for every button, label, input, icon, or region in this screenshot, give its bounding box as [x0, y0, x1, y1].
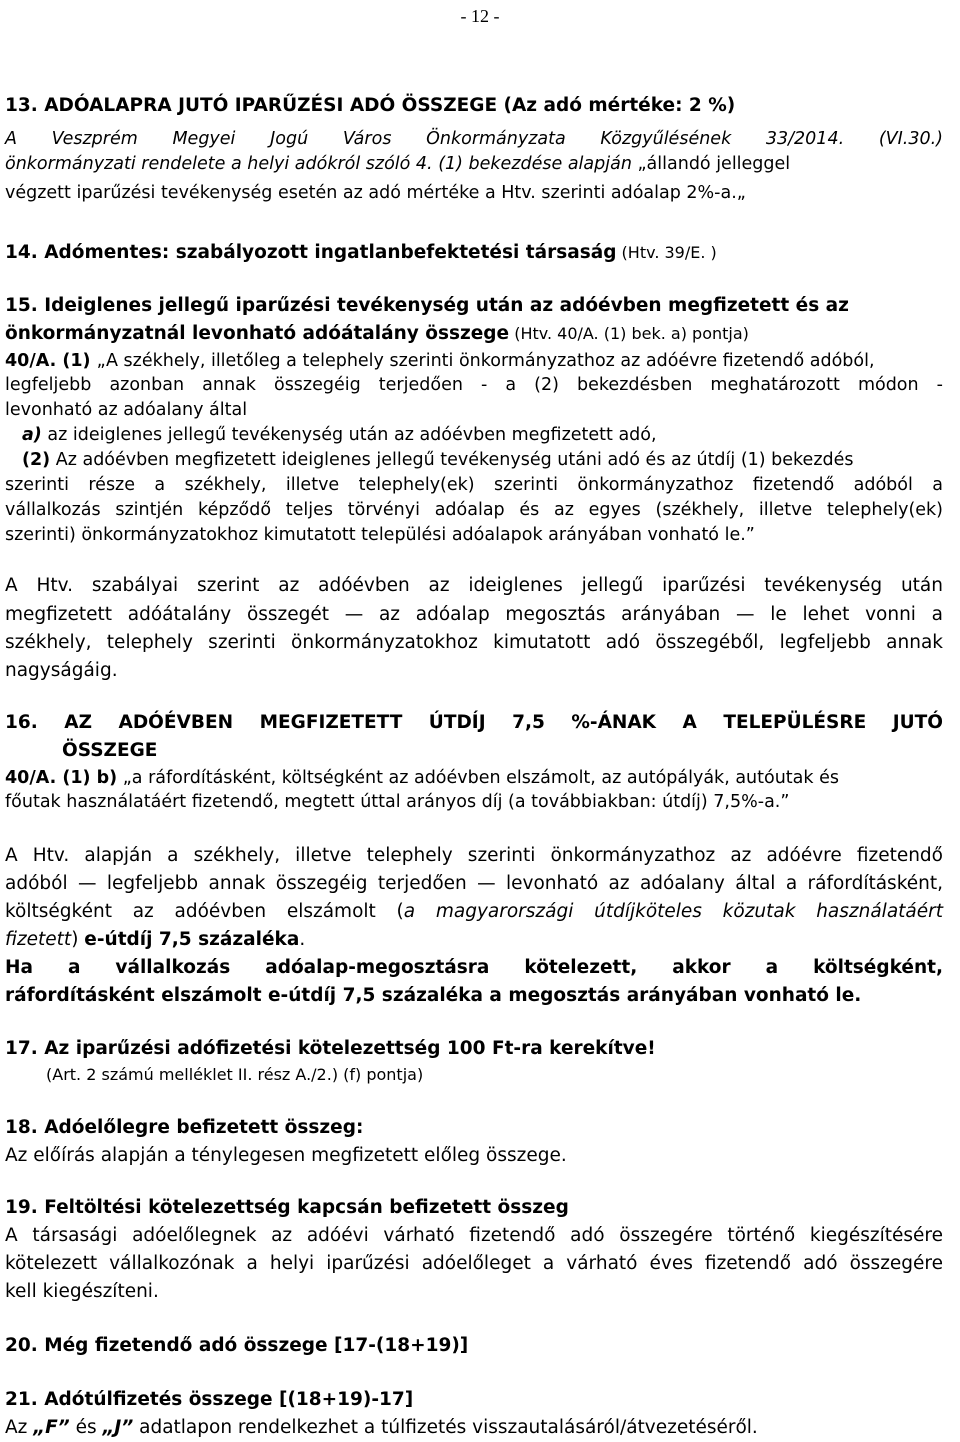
section-13-line-3: [5, 153, 790, 175]
section-16-bold-2: ráfordításként elszámolt e-útdíj 7,5 százaléka a megosztás arányában vonható le.: [5, 985, 862, 1006]
s16-h4b: ): [71, 929, 85, 950]
s16-h4c: e-útdíj 7,5 százaléka: [84, 929, 300, 950]
page-number: - 12 -: [460, 6, 500, 26]
s15-p1-b: „A székhely, illetőleg a telephely szerinti önkormányzathoz az adóévre fizetendő adóból,: [96, 351, 875, 371]
s15-2-label: (2): [22, 450, 51, 470]
section-19-line-3: kell kiegészíteni.: [5, 1281, 159, 1302]
section-18-text: Az előírás alapján a ténylegesen megfizetett előleg összege.: [5, 1145, 567, 1166]
s21-t2: „F”: [33, 1417, 70, 1438]
section-17-ref: (Art. 2 számú melléklet II. rész A./2.) (f) pontja): [46, 1065, 424, 1084]
section-15-q2: szerinti része a székhely, illetve telephely(ek) szerinti önkormányzathoz fizetendő adóból a: [5, 475, 943, 495]
section-15-q3: vállalkozás szintjén képződő teljes törvényi adóalap és az egyes (székhely, illetve telephely(ek): [5, 500, 943, 520]
section-20-title: 20. Még fizetendő adó összege [17-(18+19)]: [5, 1335, 469, 1356]
section-13-title: 13. ADÓALAPRA JUTÓ IPARŰZÉSI ADÓ ÖSSZEGE (Az adó mértéke: 2 %): [5, 95, 736, 116]
section-16-htv-1: A Htv. alapján a székhely, illetve telephely szerinti önkormányzathoz az adóévre fizetendő: [5, 845, 943, 866]
s15-p1-a: (1): [56, 351, 97, 371]
section-15-point-2: [22, 449, 854, 471]
s15-title-l2: önkormányzatnál levonható adóátalány összege: [5, 323, 510, 344]
s16-h4d: .: [299, 929, 306, 950]
section-15-point-a: [22, 424, 657, 446]
s16-p1-bold: 40/A. (1) b): [5, 768, 118, 788]
s14-ref: (Htv. 39/E. ): [616, 243, 717, 262]
section-14-title: [5, 241, 717, 265]
s16-h4a: fizetett: [5, 929, 72, 950]
section-16-htv-4: [5, 928, 305, 952]
section-21-title: 21. Adótúlfizetés összege [(18+19)-17]: [5, 1389, 414, 1410]
s15-2-text: Az adóévben megfizetett ideiglenes jellegű tevékenység utáni adó és az útdíj (1) bekezdés: [50, 450, 854, 470]
section-19-line-2: kötelezett vállalkozónak a helyi iparűzési adóelőleget a várható éves fizetendő adó összegére: [5, 1253, 943, 1274]
s15-a-text: az ideiglenes jellegű tevékenység után az adóévben megfizetett adó,: [41, 425, 657, 445]
s13-l3b: (1) bekezdése alapján: [432, 154, 638, 174]
section-15-para-2: legfeljebb azonban annak összegéig terjedően - a (2) bekezdésben meghatározott módon -: [5, 375, 943, 395]
s21-t1: Az: [5, 1417, 34, 1438]
section-15-para-1: [5, 350, 875, 372]
section-13-line-2: A Veszprém Megyei Jogú Város Önkormányzata Közgyűlésének 33/2014. (VI.30.): [5, 129, 943, 149]
s16-h3b: a magyarországi útdíjköteles közutak használatáért: [403, 901, 943, 922]
section-15-title-1: 15. Ideiglenes jellegű iparűzési tevékenység után az adóévben megfizetett és az: [5, 295, 849, 316]
section-16-para-2: főutak használatáért fizetendő, megtett úttal arányos díj (a továbbiakban: útdíj) 7,5%-a.”: [5, 792, 790, 812]
section-19-title: 19. Feltöltési kötelezettség kapcsán befizetett összeg: [5, 1197, 569, 1218]
section-13-line-4: végzett iparűzési tevékenység esetén az adó mértéke a Htv. szerinti adóalap 2%-a.„: [5, 183, 746, 203]
section-15-note-4: nagyságáig.: [5, 660, 118, 681]
section-15-note-3: székhely, telephely szerinti önkormányzatokhoz kimutatott adó összegéből, legfeljebb annak: [5, 632, 943, 653]
section-15-para-3: levonható az adóalany által: [5, 400, 248, 420]
section-21-text: [5, 1416, 758, 1440]
s14-title: 14. Adómentes: szabályozott ingatlanbefektetési társaság: [5, 242, 617, 263]
s21-t3: és: [69, 1417, 103, 1438]
section-16-htv-2: adóból — legfeljebb annak összegéig terjedően — levonható az adóalany által a ráfordításként,: [5, 873, 943, 894]
s15-title-l2-ref: (Htv. 40/A. (1) bek. a) pontja): [509, 324, 749, 343]
section-17-title: 17. Az iparűzési adófizetési kötelezettség 100 Ft-ra kerekítve!: [5, 1038, 656, 1059]
s13-l3a: önkormányzati rendelete a helyi adókról szóló 4.: [5, 154, 433, 174]
section-16-bold-1: Ha a vállalkozás adóalap-megosztásra kötelezett, akkor a költségként,: [5, 957, 943, 978]
s21-t5: adatlapon rendelkezhet a túlfizetés visszautalásáról/átvezetéséről.: [133, 1417, 758, 1438]
section-15-q4: szerinti) önkormányzatokhoz kimutatott települési adóalapok arányában vonható le.”: [5, 525, 755, 545]
s15-p1-bold: 40/A.: [5, 351, 57, 371]
section-15-note-1: A Htv. szabályai szerint az adóévben az ideiglenes jellegű iparűzési tevékenység után: [5, 575, 943, 596]
section-16-title-2: ÖSSZEGE: [62, 740, 158, 761]
s16-p1-text: „a ráfordításként, költségként az adóévben elszámolt, az autópályák, autóutak és: [117, 768, 839, 788]
s13-l3c: „állandó jelleggel: [637, 154, 791, 174]
s15-a-label: a): [22, 425, 42, 445]
section-15-note-2: megfizetett adóátalány összegét — az adóalap megosztás arányában — le lehet vonni a: [5, 604, 943, 625]
section-19-line-1: A társasági adóelőlegnek az adóévi várható fizetendő adó összegére történő kiegészítésére: [5, 1225, 943, 1246]
s21-t4: „J”: [102, 1417, 134, 1438]
section-16-htv-3: [5, 900, 943, 924]
s16-h3a: költségként az adóévben elszámolt (: [5, 901, 404, 922]
section-16-para-1: [5, 767, 839, 789]
section-18-title: 18. Adóelőlegre befizetett összeg:: [5, 1117, 364, 1138]
section-16-title-1: 16. AZ ADÓÉVBEN MEGFIZETETT ÚTDÍJ 7,5 %-ÁNAK A TELEPÜLÉSRE JUTÓ: [5, 712, 943, 733]
section-15-title-2: [5, 322, 749, 346]
